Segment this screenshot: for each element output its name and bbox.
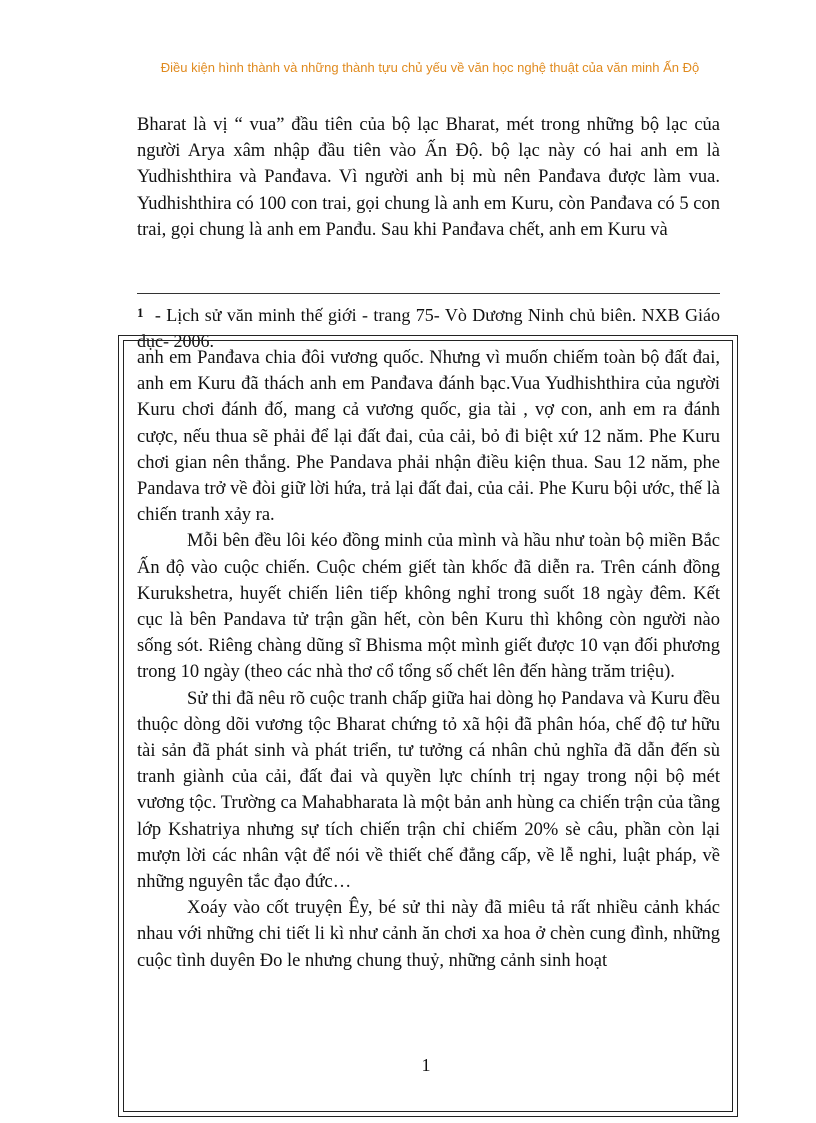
page-header: Điều kiện hình thành và những thành tựu chủ yếu về văn học nghệ thuật của văn minh Ấn Độ — [160, 60, 700, 75]
paragraph: anh em Panđava chia đôi vương quốc. Nhưng vì muốn chiếm toàn bộ đất đai, anh em Kuru đã thách anh em Panđava đánh bạc.Vua Yudhishthira của người Kuru chơi đánh đố, mang cả vương quốc, gia tài , vợ con, anh em ra đánh cược, nếu thua sẽ phải để lại đất đai, của cải, bỏ đi biệt xứ 12 năm. Phe Kuru chơi gian nên thắng. Phe Pandava phải nhận điều kiện thua. Sau 12 năm, phe Pandava trở về đòi giữ lời hứa, trả lại đất đai, của cải. Phe Kuru bội ước, thế là chiến tranh xảy ra. — [137, 348, 720, 526]
footnote-marker: 1 — [137, 305, 144, 320]
paragraph: Xoáy vào cốt truyện Êy, bé sử thi này đã miêu tả rất nhiều cảnh khác nhau với những chi tiết li kì như cảnh ăn chơi xa hoa ở chèn cung đình, những cuộc tình duyên Đo le nhưng chung thuỷ, những cảnh sinh hoạt — [137, 898, 720, 971]
page-number: 1 — [421, 1055, 431, 1075]
paragraph: Sử thi đã nêu rõ cuộc tranh chấp giữa hai dòng họ Pandava và Kuru đều thuộc dòng dõi vương tộc Bharat chứng tỏ xã hội đã phân hóa, chế độ tư hữu tài sản đã phát sinh và phát triển, tư tưởng cá nhân chủ nghĩa đã dẫn đến sù tranh giành của cải, đất đai và quyền lực chính trị ngay trong nội bộ mét vương tộc. Trường ca Mahabharata là một bản anh hùng ca chiến trận của tầng lớp Kshatriya nhưng sự tích chiến trận chỉ chiếm 20% sè câu, phần còn lại mượn lời các nhân vật để nói về thiết chế đẳng cấp, về lễ nghi, luật pháp, về những nguyên tắc đạo đức… — [137, 688, 720, 893]
footnote-text: - Lịch sử văn minh thế giới - trang 75- Vò Dương Ninh chủ biên. NXB Giáo dục- 2006. — [137, 305, 720, 351]
footnote-separator — [137, 293, 720, 294]
paragraph: Mỗi bên đều lôi kéo đồng minh của mình và hầu như toàn bộ miền Bắc Ấn độ vào cuộc chiến. Cuộc chém giết tàn khốc đã diễn ra. Trên cánh đồng Kurukshetra, huyết chiến liên tiếp không nghỉ trong suốt 18 ngày đêm. Kết cục là bên Pandava tử trận gần hết, còn bên Kuru thì không còn người nào sống sót. Riêng chàng dũng sĩ Bhisma một mình giết được 10 vạn đối phương trong 10 ngày (theo các nhà thơ cổ tổng số chết lên đến hàng trăm triệu). — [137, 531, 720, 683]
body-text — [137, 345, 720, 974]
top-paragraph: Bharat là vị “ vua” đầu tiên của bộ lạc Bharat, mét trong những bộ lạc của người Arya xâm nhập đầu tiên vào Ấn Độ. bộ lạc này có hai anh em là Yudhishthira và Panđava. Vì người anh bị mù nên Panđava được làm vua. Yudhishthira có 100 con trai, gọi chung là anh em Kuru, còn Panđava có 5 con trai, gọi chung là anh em Panđu. Sau khi Panđava chết, anh em Kuru và — [137, 115, 720, 240]
